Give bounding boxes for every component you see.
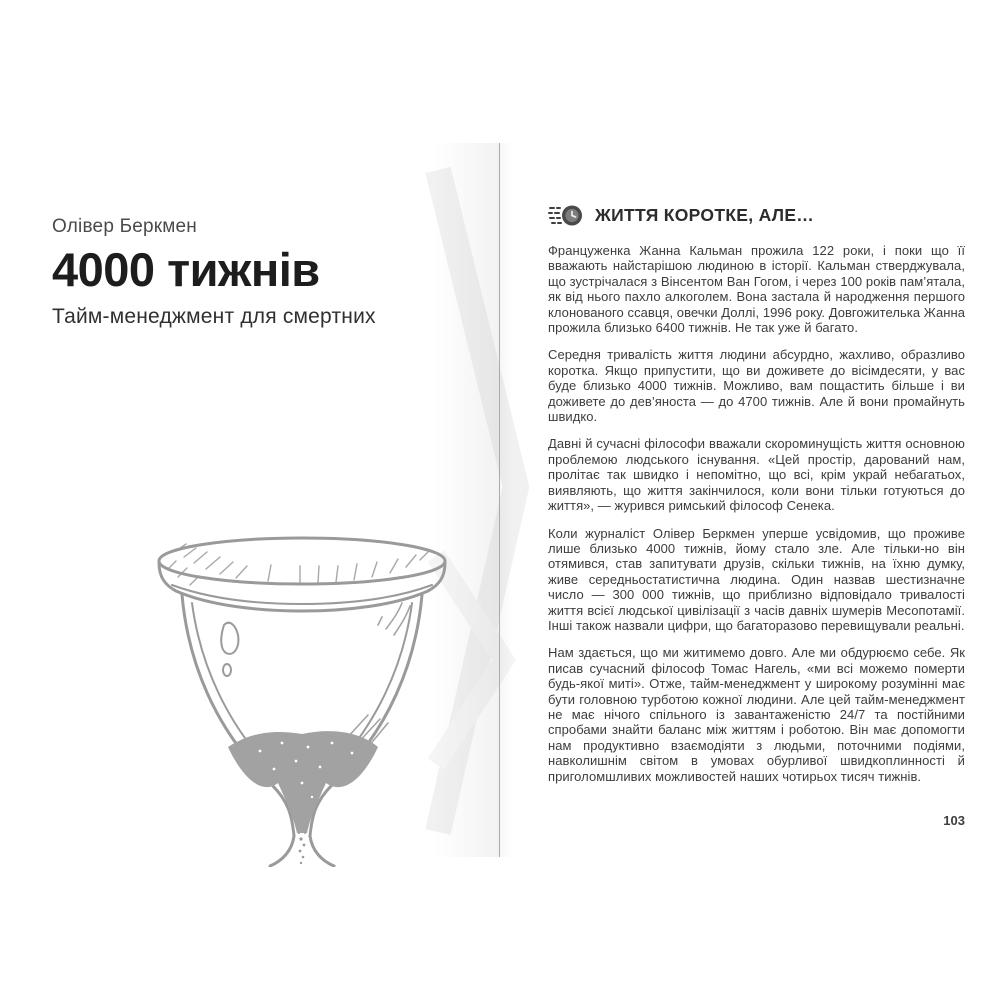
book-subtitle: Тайм-менеджмент для смертних	[52, 305, 376, 328]
page-number: 103	[943, 813, 965, 828]
spine-divider	[499, 143, 500, 857]
book-title: 4000 тижнів	[52, 243, 320, 296]
hourglass-illustration	[150, 533, 456, 867]
section-heading: ЖИТТЯ КОРОТКЕ, АЛЕ…	[595, 204, 815, 225]
left-page	[52, 216, 452, 329]
section-header	[548, 201, 965, 229]
paragraph: Коли журналіст Олівер Беркмен уперше усвідомив, що проживе лише близько 4000 тижнів, йому стало зле. Але тільки-но він отямився, став запитувати друзів, скільки тижнів, на їхню думку, живе середньостатистична людина. Один назвав шестизначне число — 300 000 тижнів, що приблизно відповідало тривалості життя всієї людської цивілізації з часів давніх шумерів Месопотамії. Інші також назвали цифри, що багаторазово перевищували реальні.	[548, 525, 965, 633]
spine-shadow	[500, 143, 512, 857]
hourglass-icon	[150, 533, 456, 867]
paragraph: Француженка Жанна Кальман прожила 122 роки, і поки що її вважають найстарішою людиною в історії. Кальман стверджувала, що зустрічалася з Вінсентом Ван Гогом, і через 100 років пам’ятала, як від нього пахло алкоголем. Вона застала й народження першого клонованого ссавця, овечки Доллі, 1996 року. Довгожителька Жанна прожила близько 6400 тижнів. Не так уже й багато.	[548, 243, 965, 336]
paragraph: Середня тривалість життя людини абсурдно, жахливо, образливо коротка. Якщо припустити, що ви доживете до вісімдесяти, у вас буде близько 4000 тижнів. Можливо, вам пощастить більше і ви доживете до дев’яноста — до 4700 тижнів. Але й вони промайнуть швидко.	[548, 347, 965, 425]
right-page	[548, 201, 965, 784]
paragraph: Давні й сучасні філософи вважали скороминущість життя основною проблемою людського існування. «Цей простір, дарований нам, пролітає так швидко і непомітно, що всі, крім украй небагатьох, виявляють, що життя закінчилося, коли вони тільки готуються до життя», — журився римський філософ Сенека.	[548, 436, 965, 514]
speeding-clock-icon	[548, 202, 585, 229]
body-text	[548, 243, 965, 784]
author-name: Олівер Беркмен	[52, 216, 198, 237]
paragraph: Нам здається, що ми житимемо довго. Але ми обдурюємо себе. Як писав сучасний філософ Томас Нагель, «ми всі можемо померти будь-якої миті». Отже, тайм-менеджмент у широкому розумінні має бути головною турботою кожної людини. Але цей тайм-менеджмент не має нічого спільного із завантаженістю 24/7 та постійними спробами знайти баланс між життям і роботою. Він має допомогти нам продуктивно взаємодіяти з людьми, поточними подіями, навколишнім світом в умовах обурливої швидкоплинності й приголомшливих можливостей наших чотирьох тисяч тижнів.	[548, 645, 965, 784]
